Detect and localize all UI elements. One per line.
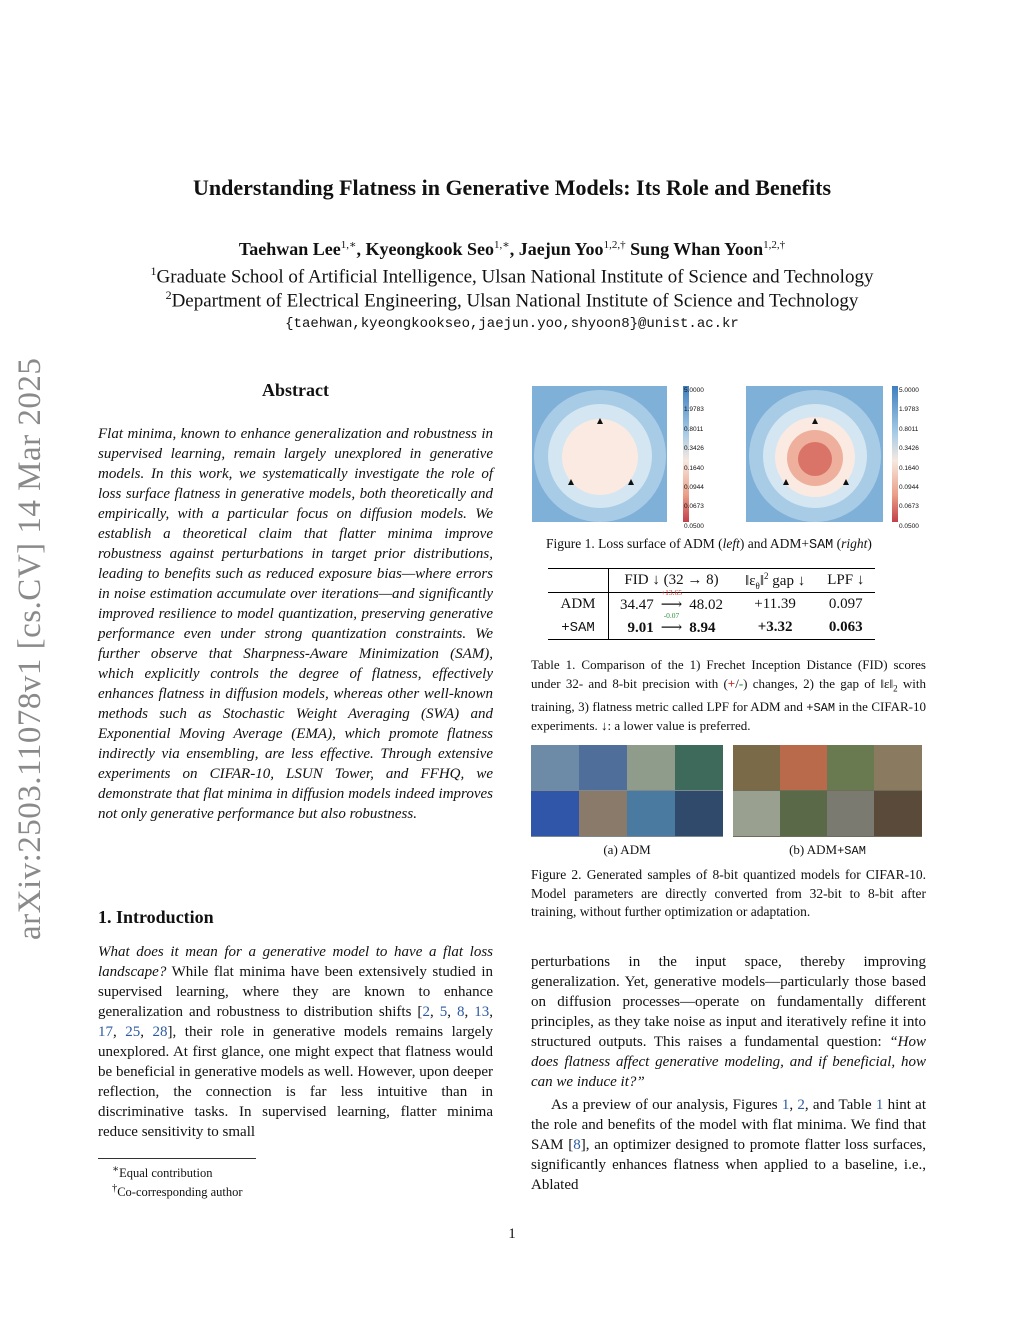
table-cell	[609, 611, 735, 640]
citation-link[interactable]: 17	[98, 1024, 113, 1040]
caption-text: +SAM	[806, 700, 836, 715]
author-sup: 1,∗	[340, 239, 357, 251]
colorbar-tick: 0.3426	[684, 445, 704, 453]
colorbar-right	[892, 386, 898, 522]
footnote-text: Equal contribution	[119, 1166, 213, 1181]
citation-link[interactable]: 13	[474, 1004, 490, 1020]
fid-arrow: +13.65 ⟶	[658, 595, 686, 614]
affiliation-1	[0, 264, 1024, 288]
table-header	[548, 569, 609, 593]
intro-text: hint at the role and benefits of the model with flat minima. We find that SAM [	[531, 1097, 926, 1153]
loss-surface-plots	[530, 384, 930, 526]
table-header	[734, 569, 816, 593]
intro-text: perturbations in the input space, thereby improving generalization. Yet, generative models—particularly those based on diffusion processes—operate on fundamentally different principles, as they take noise as input and iteratively refine it into structured outputs. This raises a fundamental question:	[531, 954, 926, 1050]
paper-title: Understanding Flatness in Generative Models: Its Role and Benefits	[193, 175, 831, 200]
colorbar-tick: 0.0500	[899, 522, 919, 530]
aff-text: Graduate School of Artificial Intelligence, Ulsan National Institute of Science and Technology	[156, 266, 874, 288]
author-name: Sung Whan Yoon	[630, 239, 764, 259]
footnote-rule	[98, 1158, 256, 1159]
colorbar-tick: 1.9783	[684, 406, 704, 414]
author-list: Taehwan Lee$^{1,∗}$, Kyeongkook Seo$^{1,∗}$, Jaejun Yoo$^{1,2,\dagger}$ Sung Whan Yoon$^{1,2,\dagger}$	[238, 239, 786, 259]
caption-text: right	[841, 536, 868, 551]
caption-text: ) changes, 2) the gap of ‖ε‖	[743, 675, 894, 691]
figure-2-caption: Figure 2. Generated samples of 8-bit quantized models for CIFAR-10. Model parameters are directly converted from 32-bit to 8-bit after training, without further optimization or adaptation.	[531, 867, 926, 919]
subfigure-label-b	[733, 842, 922, 858]
intro-text: ], their role in generative models remains largely unexplored. At first glance, one might expect that flatness would be beneficial in generative models as well. However, upon deeper reflection, the connection is far less intuitive than in discriminative tasks. In supervised learning, flatter minima reduce sensitivity to small	[98, 1024, 493, 1140]
fid-value: 8.94	[689, 620, 716, 636]
colorbar-tick: 0.8011	[684, 425, 704, 433]
colorbar-tick: 0.8011	[899, 425, 919, 433]
author-name: Jaejun Yoo	[518, 239, 604, 259]
footnote-item	[112, 1162, 243, 1181]
intro-right-paragraph	[531, 952, 926, 1092]
sample-image	[531, 791, 579, 836]
table-cell: ADM	[548, 593, 609, 617]
sample-image	[675, 745, 723, 790]
colorbar-tick: 0.0944	[899, 484, 919, 492]
colorbar-tick: 1.9783	[899, 406, 919, 414]
sample-image	[579, 745, 627, 790]
citation-link[interactable]: 28	[152, 1024, 168, 1040]
sample-image	[531, 745, 579, 790]
table-cell: 0.097	[828, 596, 863, 612]
intro-question: What does it mean for a generative model to have a flat loss landscape?	[98, 944, 493, 980]
colorbar-tick: 0.0673	[684, 503, 704, 511]
table-header-row	[548, 569, 875, 593]
author-sup: 1,2,†	[763, 239, 786, 251]
affiliation-2	[0, 288, 1024, 312]
colorbar-ticks-left	[684, 381, 704, 536]
sample-image	[780, 745, 828, 790]
intro-text: , and Table	[804, 1097, 876, 1113]
caption-text: ) and ADM+	[739, 536, 809, 551]
caption-text: with training, 3) flatness metric called LPF for ADM and	[531, 675, 926, 714]
header-part: ‖ε	[745, 572, 756, 589]
sample-image	[874, 791, 922, 836]
header-part: ‖	[759, 572, 765, 589]
caption-text: -	[738, 675, 744, 691]
author-sup: 1,2,†	[603, 239, 626, 251]
table-1	[548, 568, 875, 640]
aff-sup: 2	[165, 288, 172, 302]
colorbar-tick: 5.0000	[899, 387, 919, 394]
caption-text: /	[735, 675, 739, 691]
figure-link[interactable]: 2	[797, 1097, 805, 1113]
fid-delta: -0.07	[663, 611, 680, 620]
footnote-sym: ∗	[112, 1164, 120, 1175]
colorbar-tick: 5.0000	[684, 387, 704, 394]
abstract-heading: Abstract	[262, 380, 329, 400]
loss-surface-adm-sam	[746, 386, 883, 522]
intro-text: While flat minima have been extensively studied in supervised learning, where they are known to enhance generalization and robustness to distribution shifts [	[98, 964, 493, 1020]
sample-image	[874, 745, 922, 790]
fid-value: 34.47	[620, 597, 654, 613]
table-header: LPF ↓	[827, 572, 865, 588]
table-row	[548, 593, 875, 617]
citation-link[interactable]: 5	[439, 1004, 448, 1020]
colorbar-tick: 0.3426	[899, 445, 919, 453]
colorbar-tick: 0.0500	[684, 522, 704, 530]
sample-image	[579, 791, 627, 836]
fid-arrow: -0.07 ⟶	[658, 618, 686, 637]
intro-text: As a preview of our analysis, Figures	[551, 1097, 782, 1113]
caption-text: Figure 1. Loss surface of ADM (	[546, 536, 723, 551]
label-text: +SAM	[837, 844, 866, 858]
fid-delta: +13.65	[660, 588, 683, 597]
table-1-caption	[531, 656, 926, 736]
header-part: θ	[755, 580, 760, 591]
figure-1-caption	[546, 535, 926, 556]
caption-text: left	[722, 536, 740, 551]
caption-text: in the CIFAR-10 experiments. ↓: a lower value is preferred.	[531, 698, 926, 734]
table-link[interactable]: 1	[875, 1097, 884, 1113]
sample-image	[627, 791, 675, 836]
header-part: 2	[764, 570, 769, 581]
sample-image	[827, 745, 875, 790]
footnote-text: Co-corresponding author	[117, 1185, 243, 1200]
page-number: 1	[508, 1226, 516, 1242]
author-emails: {taehwan,kyeongkookseo,jaejun.yoo,shyoon8}@unist.ac.kr	[285, 316, 739, 332]
footnote-item	[112, 1181, 243, 1200]
citation-link[interactable]: 25	[125, 1024, 141, 1040]
loss-surface-adm	[532, 386, 667, 522]
intro-quote: “How does flatness affect generative modeling, and if beneficial, how can we induce it?”	[531, 1034, 926, 1090]
sample-image	[733, 791, 781, 836]
intro-text: ,	[789, 1097, 798, 1113]
arxiv-id: arXiv:2503.11078v1 [cs.CV] 14 Mar 2025	[12, 357, 48, 940]
citation-link[interactable]: 8	[573, 1137, 581, 1153]
intro-left-paragraph: What does it mean for a generative model to have a flat loss landscape? While flat minima have been extensively studied in supervised learning, where they are known to enhance generalization and robustness to distribution shifts [2, 5, 8, 13, 17, 25, 28], their role in generative models remains largely unexplored. At first glance, one might expect that flatness would be beneficial in generative models as well. However, upon deeper reflection, the connection is far less intuitive than in discriminative tasks. In supervised learning, flatter minima reduce sensitivity to small	[98, 944, 494, 1140]
caption-text: 2	[893, 683, 898, 694]
citation-link[interactable]: 8	[457, 1004, 465, 1020]
figure-link[interactable]: 1	[781, 1097, 790, 1113]
intro-text: ], an optimizer designed to promote flatter loss surfaces, significantly enhances flatness when applied to a baseline, i.e., Ablated	[531, 1137, 926, 1193]
caption-text: SAM	[808, 538, 834, 553]
sample-grid-adm	[531, 745, 723, 837]
author-name: Kyeongkook Seo	[365, 239, 494, 259]
author-name: Taehwan Lee	[238, 239, 341, 259]
intro-heading: 1. Introduction	[98, 907, 214, 927]
label-text: (b) ADM	[789, 842, 838, 857]
table-header: FID ↓ (32 → 8)	[624, 572, 719, 588]
table-cell: +SAM	[548, 616, 609, 640]
table-cell: 0.063	[828, 619, 863, 635]
colorbar-tick: 0.1640	[899, 464, 919, 472]
colorbar-tick: 0.1640	[684, 464, 704, 472]
footnote-sym: †	[112, 1183, 118, 1195]
sample-image	[733, 745, 781, 790]
header-part: gap ↓	[768, 572, 806, 589]
table-row	[548, 616, 875, 640]
author-sup: 1,∗	[493, 239, 510, 251]
sample-image	[827, 791, 875, 836]
sample-grid-adm-sam	[733, 745, 922, 837]
fid-value: 9.01	[627, 620, 654, 636]
caption-text: (	[833, 536, 842, 551]
colorbar-tick: 0.0673	[899, 503, 919, 511]
aff-sup: 1	[150, 264, 157, 278]
citation-link[interactable]: 2	[422, 1004, 430, 1020]
intro-right-paragraph-2	[531, 1095, 926, 1195]
abstract-text: Flat minima, known to enhance generalization and robustness in supervised learning, remain largely unexplored in generative models. In this work, we systematically investigate the role of loss surface flatness in generative models, both theoretically and empirically, with a particular focus on diffusion models. We establish a theoretical claim that flatter minima improve robustness against perturbations in target prior distributions, leading to benefits such as reduced exposure bias—where errors in noise estimation accumulate over iterations—and significantly improved resilience to model quantization, preserving generative performance even under strong quantization constraints. We further observe that Sharpness-Aware Minimization (SAM), which explicitly controls the degree of flatness, effectively enhances flatness in diffusion models, whereas other well-known methods such as Stochastic Weight Averaging (SWA) and Exponential Moving Average (EMA), which promote flatness indirectly via ensembling, are less effective. Through extensive experiments on CIFAR-10, LSUN Tower, and FFHQ, we demonstrate that flat minima in diffusion models indeed improves not only generative performance but also robustness.	[98, 426, 493, 822]
sample-image	[675, 791, 723, 836]
sample-image	[627, 745, 675, 790]
figure-1	[530, 384, 930, 530]
sample-image	[780, 791, 828, 836]
caption-text: )	[867, 536, 872, 551]
subfigure-label-a: (a) ADM	[603, 842, 651, 857]
footnotes	[112, 1162, 243, 1200]
aff-text: Department of Electrical Engineering, Ulsan National Institute of Science and Technology	[171, 290, 859, 312]
fid-value: 48.02	[689, 597, 723, 613]
caption-text: Table 1. Comparison of the 1) Frechet Inception Distance (FID) scores under 32- and 8-bit precision with (	[531, 657, 926, 691]
table-cell: +3.32	[757, 619, 793, 635]
colorbar-ticks-right	[899, 381, 919, 536]
caption-text: +	[727, 675, 736, 691]
colorbar-tick: 0.0944	[684, 484, 704, 492]
table-cell: +11.39	[754, 596, 796, 612]
